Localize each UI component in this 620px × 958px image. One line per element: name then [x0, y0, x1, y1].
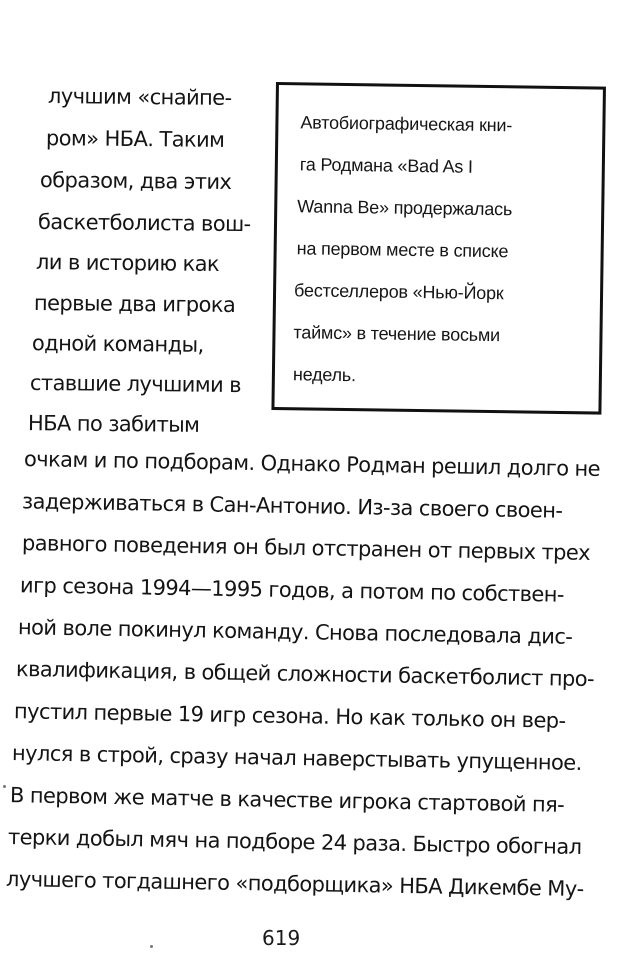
sidebar-line: бестселлеров «Нью-Йорк	[293, 280, 504, 304]
text-line: первые два игрока	[33, 290, 236, 318]
sidebar-line: таймс» в течение восьми	[293, 322, 501, 346]
text-line: лучшего тогдашнего «подборщика» НБА Дикембе Му-	[5, 866, 584, 902]
sidebar-line: на первом месте в списке	[296, 238, 509, 262]
sidebar-line: Автобиографическая кни-	[300, 112, 513, 136]
text-line: очкам и по подборам. Однако Родман решил долго не	[23, 446, 601, 482]
text-line: баскетболиста вош-	[37, 209, 251, 237]
text-line: ром» НБА. Таким	[45, 126, 225, 152]
text-line: терки добыл мяч на подборе 24 раза. Быстро обогнал	[7, 824, 582, 860]
text-line: В первом же матче в качестве игрока стартовой пя-	[9, 783, 565, 817]
page-number: 619	[262, 926, 301, 950]
text-line: квалификация, в общей сложности баскетболист про-	[15, 656, 595, 692]
text-line: НБА по забитым	[27, 411, 200, 437]
text-line: равного поведения он был отстранен от первых трех	[21, 531, 591, 565]
text-line: ставшие лучшими в	[29, 370, 242, 398]
text-line: игр сезона 1994—1995 годов, а потом по собствен-	[19, 573, 565, 607]
text-line: нулся в строй, сразу начал наверстывать упущенное.	[11, 741, 582, 775]
text-line: ли в историю как	[35, 250, 220, 276]
sidebar-line: недель.	[292, 364, 357, 386]
sidebar-line: Wanna Be» продержалась	[297, 196, 513, 220]
sidebar-box	[271, 82, 606, 415]
scan-speck	[150, 945, 153, 948]
text-line: задерживаться в Сан-Антонио. Из-за своего своен-	[21, 489, 563, 523]
text-line: одной команды,	[31, 331, 204, 357]
text-line: пустил первые 19 игр сезона. Но как только он вер-	[13, 699, 566, 733]
scan-speck	[3, 785, 6, 788]
sidebar-line: га Родмана «Bad As I	[299, 154, 473, 177]
text-line: ной воле покинул команду. Снова последовала дис-	[17, 615, 573, 649]
text-line: образом, два этих	[39, 167, 232, 195]
text-line: лучшим «снайпе-	[47, 84, 232, 110]
